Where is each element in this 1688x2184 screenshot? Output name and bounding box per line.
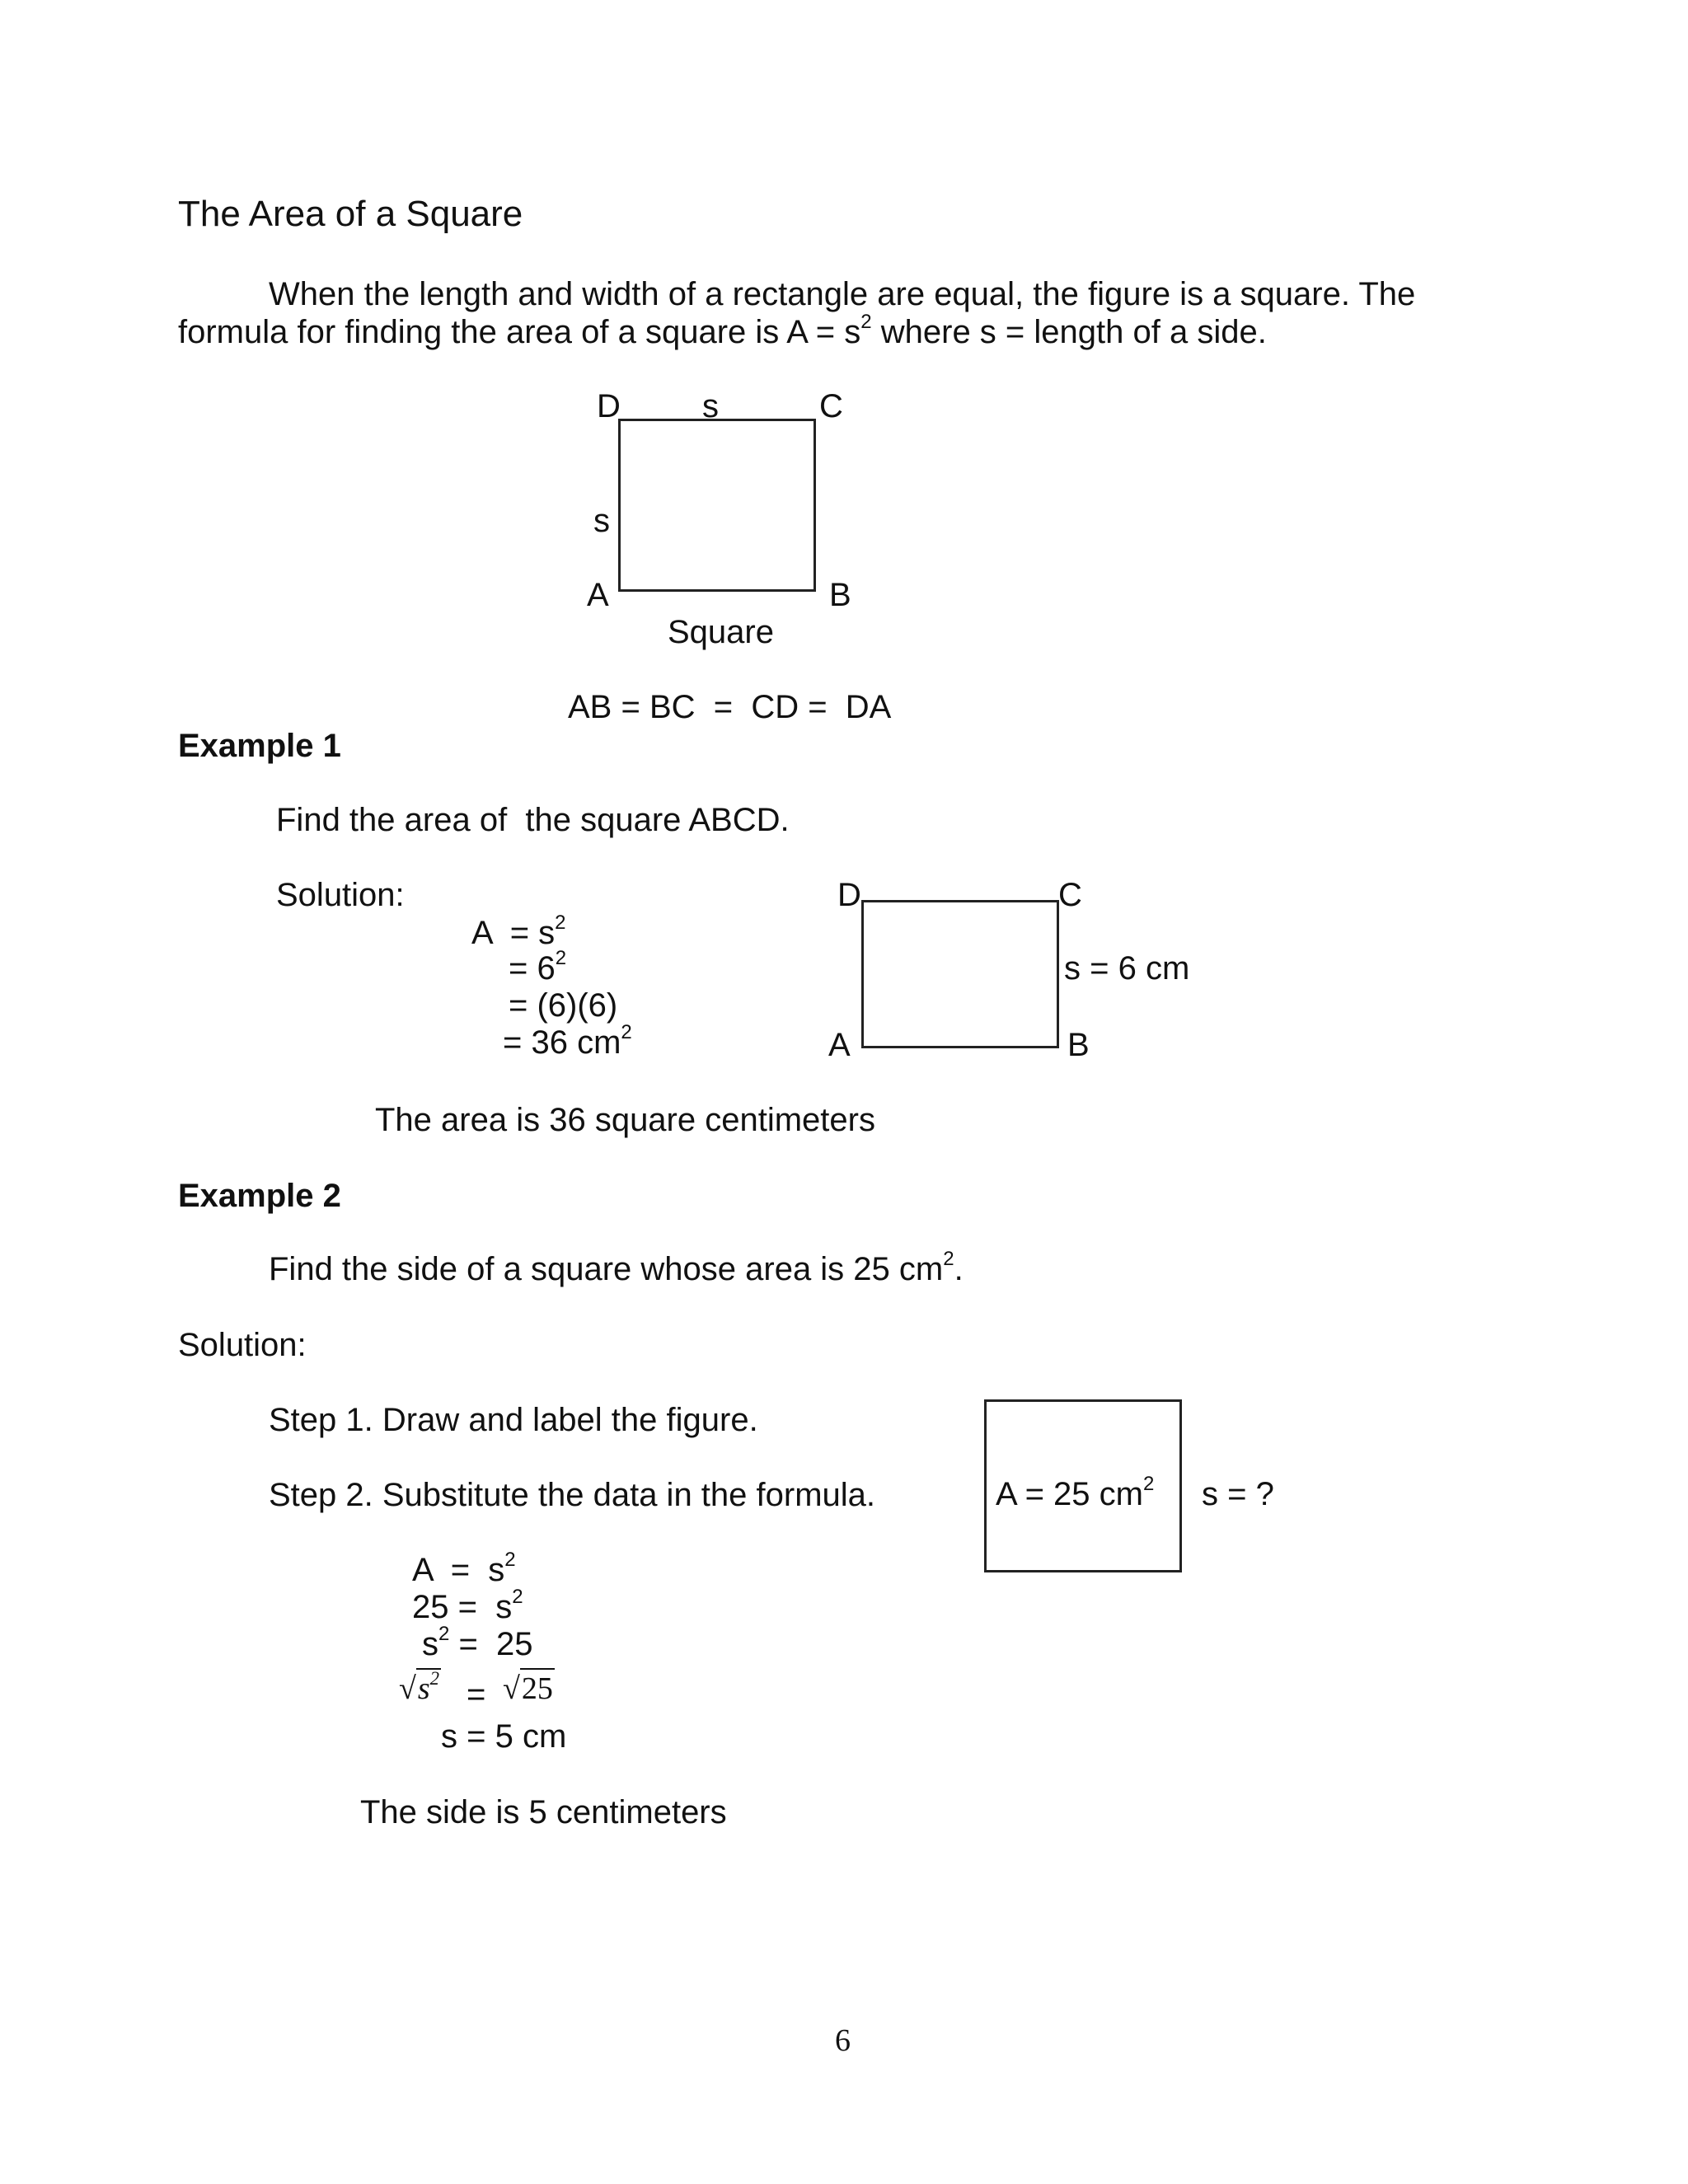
example2-equation-4-right: √25 (503, 1673, 555, 1704)
figure1-label-left-s: s (593, 503, 610, 539)
example2-area-label: A = 25 $cm^2$ (996, 1473, 1155, 1512)
example1-step-1: $A = s^2$ (471, 912, 566, 951)
example1-figure-side-label: s = 6 cm (1064, 950, 1190, 987)
example2-solution-label: Solution: (178, 1327, 307, 1363)
example2-equation-4-equals: = (467, 1676, 486, 1713)
example2-equation-5: s = 5 cm (441, 1718, 567, 1755)
example1-step-4: = 36 $cm^2$ (503, 1021, 632, 1061)
figure1-label-d: D (597, 388, 621, 424)
example1-figure-label-a: A (828, 1027, 851, 1063)
example2-answer: The side is 5 centimeters (360, 1794, 727, 1830)
page-title: The Area of a Square (178, 194, 523, 234)
figure1-caption: Square (668, 614, 774, 650)
example1-figure-label-c: C (1058, 877, 1082, 913)
intro-line-1: When the length and width of a rectangle are equal, the figure is a square. The (269, 276, 1416, 312)
example1-square (861, 900, 1059, 1048)
figure1-label-a: A (587, 577, 609, 613)
figure1-square (618, 419, 816, 592)
example1-heading: Example 1 (178, 728, 341, 764)
figure1-label-c: C (819, 388, 843, 424)
example2-equation-2: $25 = s^2$ (412, 1586, 523, 1625)
example2-equation-1: $A = s^2$ (412, 1549, 516, 1588)
example2-side-label: s = ? (1202, 1476, 1274, 1512)
page-number: 6 (835, 2023, 851, 2058)
example2-equation-3: $s^2 = 25$ (422, 1623, 533, 1662)
figure1-side-equality: AB = BC = CD = DA (568, 689, 892, 725)
figure1-label-b: B (829, 577, 851, 613)
figure1-label-top-s: s (702, 388, 719, 424)
intro-line-2: formula for finding the area of a square is $A = s^2$ where s = length of a side. (178, 311, 1267, 350)
example1-step-2: = $6^2$ (509, 947, 567, 987)
example2-prompt: Find the side of a square whose area is 25 $cm^2$. (269, 1248, 964, 1287)
example1-step-3: = (6)(6) (509, 987, 618, 1024)
example2-step-2: Step 2. Substitute the data in the formula. (269, 1477, 876, 1513)
example2-equation-4-left: $√s^2$ (399, 1667, 440, 1706)
example2-heading: Example 2 (178, 1178, 341, 1214)
example2-step-1: Step 1. Draw and label the figure. (269, 1402, 758, 1438)
example1-prompt: Find the area of the square ABCD. (276, 802, 790, 838)
example1-figure-label-b: B (1067, 1027, 1090, 1063)
example1-solution-label: Solution: (276, 877, 405, 913)
example1-answer: The area is 36 square centimeters (375, 1102, 875, 1138)
example1-figure-label-d: D (837, 877, 861, 913)
